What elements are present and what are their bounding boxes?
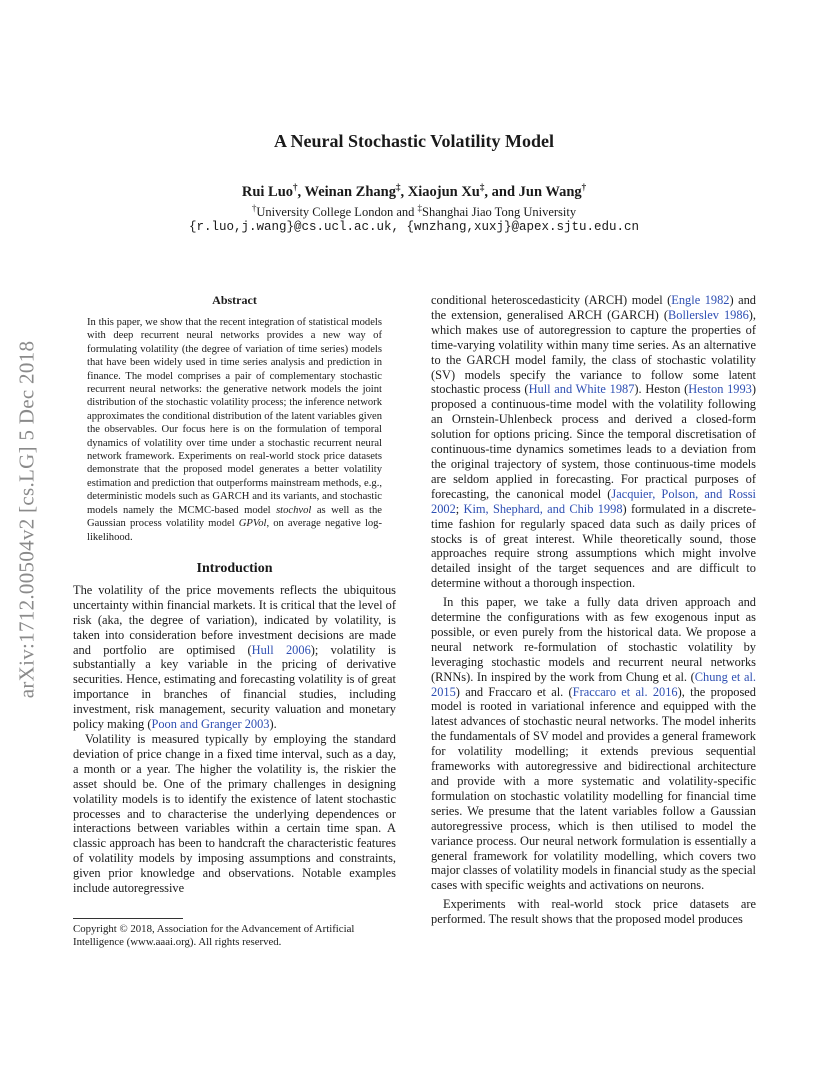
affiliation-mark: † [251,202,257,213]
affiliation-mark: ‡ [479,182,485,193]
citation-link[interactable]: Fraccaro et al. 2016 [572,684,678,699]
citation-link[interactable]: Jacquier, Polson, and Rossi 2002 [431,486,756,516]
paragraph-text: ). Heston ( [634,382,689,397]
affiliation-mark: ‡ [417,202,422,213]
body-paragraph [431,293,756,591]
author-name: , Xiaojun Xu [400,184,480,200]
citation-link[interactable]: Hull 2006 [251,642,311,657]
citation-link[interactable]: Kim, Shephard, and Chib 1998 [463,501,623,516]
copyright-footnote [73,918,396,949]
affiliation-mark: † [581,182,587,193]
paragraph-text: ). [269,717,277,732]
right-column [431,293,756,927]
paper-title: A Neural Stochastic Volatility Model [274,131,554,151]
author-name: , and Jun Wang [484,184,582,200]
paragraph-text: Volatility is measured typically by employing the standard deviation of price change in a fixed time interval, such as a day, a month or a year. The higher the volatility is, the riskier the asset should be. One of the primary challenges in designing volatility models is to identify the existence of latent stochastic processes and to characterise the underlying dependences or interactions between variables within a certain time span. A classic approach has been to handcraft the characteristic features of volatility models by imposing assumptions and constraints, given prior knowledge and observations. Notable examples include autoregressive [73,731,396,896]
arxiv-stamp [2,290,52,748]
paragraph-text: ; [455,501,464,516]
paragraph-text: ); volatility is substantially a key variable in the pricing of derivative securities. Hence, estimating and forecasting volatility is of great importance in branches of financial studies, including investment, risk management, security valuation and monetary policy making ( [73,642,396,732]
abstract-text-part: In this paper, we show that the recent integration of statistical models with deep recurrent neural networks provides a new way of formulating volatility (the degree of variation of time series) models that have been widely used in time series analysis and prediction in finance. The model comprises a pair of complementary stochastic recurrent neural networks: the generative network models the joint distribution of the stochastic volatility process; the inference network approximates the conditional distribution of the latent variables given the observables. Our focus here is on the formulation of temporal dynamics of volatility over time under a stochastic recurrent neural network framework. Experiments on real-world stock price datasets demonstrate that the proposed model generates a better volatility estimation and prediction that outperforms mainstream methods, e.g., deterministic models such as GARCH and its variants, and stochastic models namely the MCMC-based model [87,317,382,516]
paragraph-text: ) formulated in a discrete-time fashion for regularly spaced data such as daily prices of stocks is of great interest. While theoretically sound, those approaches require strong assumptions which might involve detailed insight of the target sequences and are difficult to determine without a thorough inspection. [431,501,757,591]
citation-link[interactable]: Chung et al. 2015 [431,669,756,699]
abstract-text-part: , on average negative log-likelihood. [87,518,383,543]
affiliation-mark: † [293,182,298,193]
abstract-text-part: as well as the Gaussian process volatility model [87,504,382,530]
paragraph-text: ), the proposed model is rooted in variational inference and equipped with the latest advances of stochastic neural networks. The model inherits the fundamentals of SV model and provides a general framework for volatility modelling; it extends previous sequential frameworks with autoregressive and bidirectional architecture and provide with a more systematic and volatility-specific formulation on stochastic volatility modelling for financial time series. We presume that the latent variables follow a Gaussian autoregressive process, which is then utilised to model the variance process. Our neural network formulation is essentially a general framework for volatility modelling, which covers two major classes of volatility models in financial study as the special cases with specific weights and activations on neurons. [431,684,756,893]
abstract-text [87,316,382,544]
paragraph-text: ) proposed a continuous-time model with the volatility following an Ornstein-Uhlenbeck process and derived a closed-form solution for options pricing. Since the temporal discretisation of continuous-time dynamics sometimes leads to a deviation from the original trajectory of system, those continuous-time models are seldom applied in forecasting. For practical purposes of forecasting, the canonical model ( [431,382,757,501]
model-name: stochvol [276,504,312,516]
author-name: Rui Luo [241,184,294,200]
arxiv-stamp-text: arXiv:1712.00504v2 [cs.LG] 5 Dec 2018 [14,340,39,698]
affiliations [0,202,828,220]
paragraph-text: ), which makes use of autoregression to capture the properties of time-varying volatility within many time series. As an alternative to the GARCH model family, the class of stochastic volatility (SV) models specify the variance to follow some latent stochastic process ( [431,307,756,397]
affiliation-name: Shanghai Jiao Tong University [422,205,577,219]
author-name: , Weinan Zhang [297,184,396,200]
affiliation-mark: ‡ [396,182,401,193]
paragraph-text: Experiments with real-world stock price datasets are performed. The result shows that the proposed model produces [431,897,756,927]
section-heading-introduction: Introduction [196,560,273,576]
left-column [73,293,396,896]
author-emails: {r.luo,j.wang}@cs.ucl.ac.uk, {wnzhang,xuxj}@apex.sjtu.edu.cn [188,220,640,234]
citation-link[interactable]: Poon and Granger 2003 [151,717,270,732]
paragraph-text: conditional heteroscedasticity (ARCH) model ( [431,293,672,307]
citation-link[interactable]: Bollerslev 1986 [667,307,749,322]
model-name: GPVol [238,518,267,530]
footnote-text: Copyright © 2018, Association for the Advancement of Artificial Intelligence (www.aaai.org). All rights reserved. [73,923,355,948]
paragraph-text: The volatility of the price movements reflects the ubiquitous uncertainty within financial markets. It is critical that the level of risk (aka, the degree of variation), indicated by volatility, is taken into consideration before investment decisions are made and portfolio are optimised ( [73,582,396,657]
body-paragraph [73,732,396,896]
abstract-heading: Abstract [212,293,257,307]
citation-link[interactable]: Hull and White 1987 [528,382,635,397]
paragraph-text: In this paper, we take a fully data driven approach and determine the configurations with as few exogenous input as possible, or even purely from the historical data. We propose a neural network re-formulation of stochastic volatility by leveraging stochastic models and recurrent neural networks (RNNs). In inspired by the work from Chung et al. ( [431,595,756,684]
paragraph-text: ) and Fraccaro et al. ( [455,684,573,699]
author-list [0,184,828,201]
body-paragraph [431,897,756,927]
body-paragraph [431,595,756,893]
citation-link[interactable]: Engle 1982 [671,293,730,307]
affiliation-name: University College London and [256,205,418,219]
citation-link[interactable]: Heston 1993 [688,382,752,397]
paragraph-text: ) and the extension, generalised ARCH (GARCH) ( [431,293,757,322]
footnote-rule [73,918,183,919]
body-paragraph [73,583,396,732]
